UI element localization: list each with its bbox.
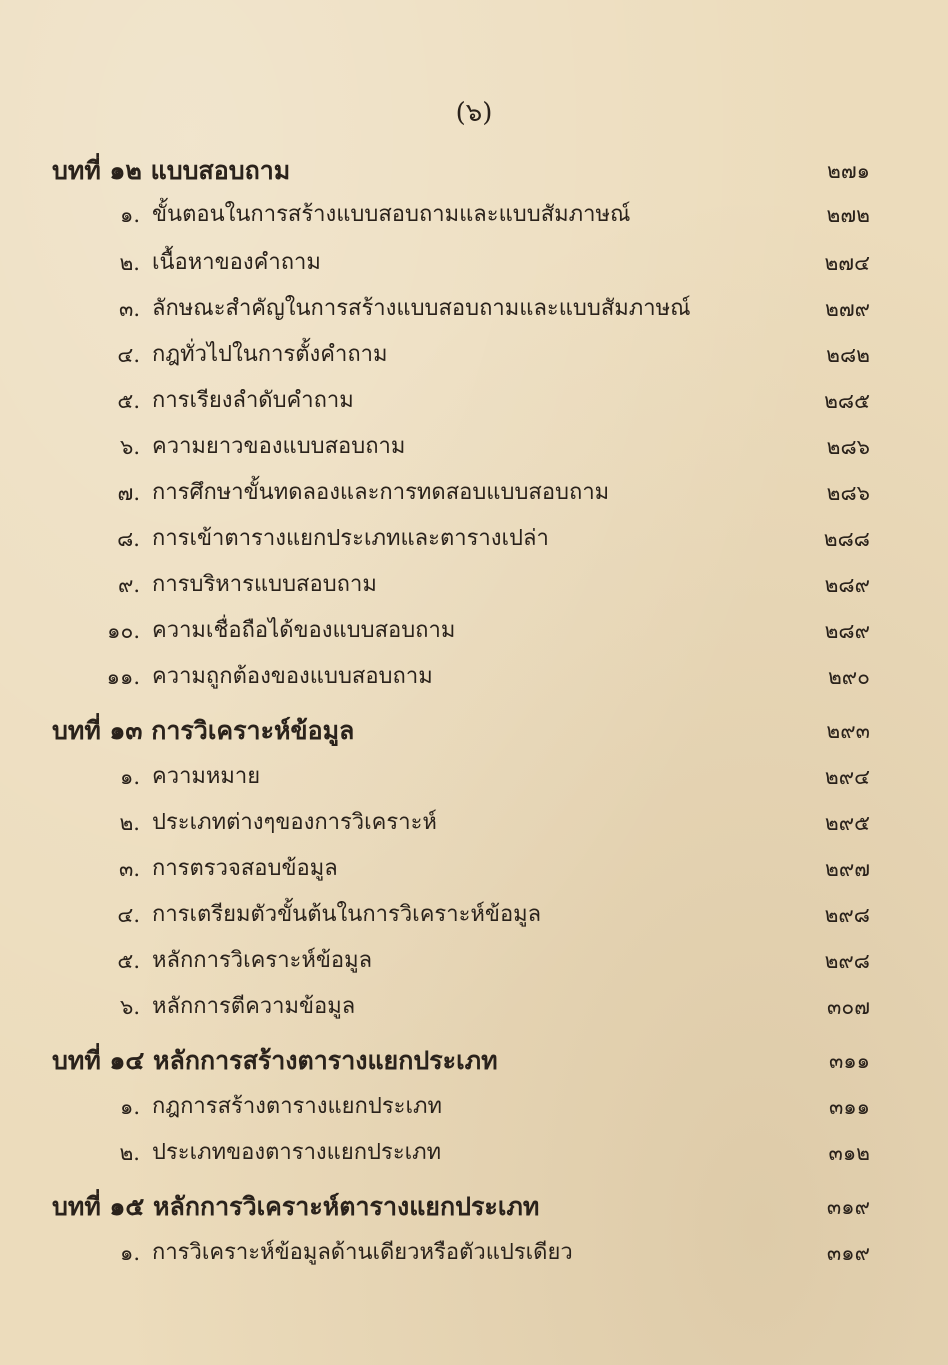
item-page-number: ๒๘๖ — [826, 435, 870, 459]
item-number: ๕. — [117, 389, 140, 413]
item-title: ความเชื่อถือได้ของแบบสอบถาม — [152, 618, 456, 643]
item-number: ๑๑. — [106, 665, 140, 689]
toc-item-row — [0, 1134, 948, 1172]
toc-chapter-row — [0, 712, 948, 750]
item-title: การบริหารแบบสอบถาม — [152, 572, 377, 597]
item-number: ๘. — [117, 527, 140, 551]
item-page-number: ๓๑๑ — [828, 1095, 870, 1119]
toc-item-row — [0, 336, 948, 374]
item-number: ๔. — [117, 343, 140, 367]
toc-item-row — [0, 474, 948, 512]
item-number: ๕. — [117, 949, 140, 973]
item-number: ๖. — [119, 435, 140, 459]
toc-item-row — [0, 1234, 948, 1272]
item-number: ๗. — [117, 481, 140, 505]
item-page-number: ๒๘๖ — [826, 481, 870, 505]
item-page-number: ๒๙๔ — [824, 765, 870, 789]
item-number: ๑. — [119, 1241, 140, 1265]
item-page-number: ๒๙๘ — [824, 949, 870, 973]
item-title: การศึกษาขั้นทดลองและการทดสอบแบบสอบถาม — [152, 480, 610, 505]
item-title: ความหมาย — [152, 764, 261, 789]
chapter-title: บทที่ ๑๒ แบบสอบถาม — [52, 156, 291, 185]
item-title: ความยาวของแบบสอบถาม — [152, 434, 406, 459]
item-number: ๖. — [119, 995, 140, 1019]
chapter-page-number: ๓๑๙ — [826, 1195, 870, 1219]
item-number: ๔. — [117, 903, 140, 927]
item-number: ๑. — [119, 765, 140, 789]
toc-chapter-row — [0, 1042, 948, 1080]
item-number: ๒. — [119, 1141, 140, 1165]
item-title: การเตรียมตัวขั้นต้นในการวิเคราะห์ข้อมูล — [152, 902, 542, 927]
item-number: ๒. — [119, 811, 140, 835]
item-title: ความถูกต้องของแบบสอบถาม — [152, 664, 433, 689]
toc-item-row — [0, 758, 948, 796]
item-title: การเข้าตารางแยกประเภทและตารางเปล่า — [152, 526, 549, 551]
toc-chapter-row — [0, 1188, 948, 1226]
item-title: การตรวจสอบข้อมูล — [152, 856, 338, 881]
item-title: หลักการวิเคราะห์ข้อมูล — [152, 948, 373, 973]
page-number: (๖) — [455, 98, 493, 128]
toc-item-row — [0, 290, 948, 328]
item-page-number: ๓๐๗ — [827, 995, 870, 1019]
item-number: ๓. — [118, 857, 140, 881]
chapter-page-number: ๒๗๑ — [827, 159, 870, 183]
toc-item-row — [0, 428, 948, 466]
toc-item-row — [0, 658, 948, 696]
item-page-number: ๒๘๙ — [824, 573, 870, 597]
toc-item-row — [0, 382, 948, 420]
item-page-number: ๒๘๒ — [826, 343, 870, 367]
chapter-title: บทที่ ๑๔ หลักการสร้างตารางแยกประเภท — [52, 1046, 498, 1075]
chapter-page-number: ๒๙๓ — [826, 719, 870, 743]
toc-item-row — [0, 244, 948, 282]
item-page-number: ๒๙๐ — [827, 665, 870, 689]
item-page-number: ๒๘๘ — [823, 527, 870, 551]
toc-chapter-row — [0, 152, 948, 190]
item-number: ๙. — [117, 573, 140, 597]
item-title: เนื้อหาของคำถาม — [152, 250, 321, 275]
item-page-number: ๒๙๘ — [824, 903, 870, 927]
item-title: ขั้นตอนในการสร้างแบบสอบถามและแบบสัมภาษณ์ — [152, 202, 631, 227]
chapter-title: บทที่ ๑๓ การวิเคราะห์ข้อมูล — [52, 716, 355, 745]
item-title: ประเภทต่างๆของการวิเคราะห์ — [152, 810, 437, 835]
item-title: กฎทั่วไปในการตั้งคำถาม — [152, 342, 388, 367]
toc-item-row — [0, 850, 948, 888]
toc-item-row — [0, 1088, 948, 1126]
item-title: ประเภทของตารางแยกประเภท — [152, 1140, 442, 1165]
toc-item-row — [0, 612, 948, 650]
item-page-number: ๒๗๙ — [824, 297, 870, 321]
item-title: การเรียงลำดับคำถาม — [152, 388, 354, 413]
toc-item-row — [0, 942, 948, 980]
item-page-number: ๒๙๕ — [824, 811, 870, 835]
item-page-number: ๒๗๒ — [826, 203, 870, 227]
toc-item-row — [0, 566, 948, 604]
item-page-number: ๒๘๕ — [824, 389, 870, 413]
item-page-number: ๓๑๙ — [826, 1241, 870, 1265]
item-title: หลักการตีความข้อมูล — [152, 994, 356, 1019]
item-page-number: ๒๗๔ — [824, 251, 870, 275]
item-number: ๑๐. — [107, 619, 140, 643]
chapter-page-number: ๓๑๑ — [828, 1049, 870, 1073]
item-number: ๒. — [119, 251, 140, 275]
item-page-number: ๓๑๒ — [828, 1141, 870, 1165]
item-page-number: ๒๙๗ — [824, 857, 870, 881]
item-page-number: ๒๘๙ — [824, 619, 870, 643]
item-title: กฎการสร้างตารางแยกประเภท — [152, 1094, 442, 1119]
toc-item-row — [0, 896, 948, 934]
toc-item-row — [0, 196, 948, 234]
item-number: ๑. — [119, 203, 140, 227]
item-title: การวิเคราะห์ข้อมูลด้านเดียวหรือตัวแปรเดียว — [152, 1240, 573, 1265]
item-title: ลักษณะสำคัญในการสร้างแบบสอบถามและแบบสัมภาษณ์ — [152, 296, 691, 321]
item-number: ๓. — [118, 297, 140, 321]
toc-item-row — [0, 988, 948, 1026]
item-number: ๑. — [119, 1095, 140, 1119]
toc-item-row — [0, 804, 948, 842]
chapter-title: บทที่ ๑๕ หลักการวิเคราะห์ตารางแยกประเภท — [52, 1192, 540, 1221]
toc-item-row — [0, 520, 948, 558]
